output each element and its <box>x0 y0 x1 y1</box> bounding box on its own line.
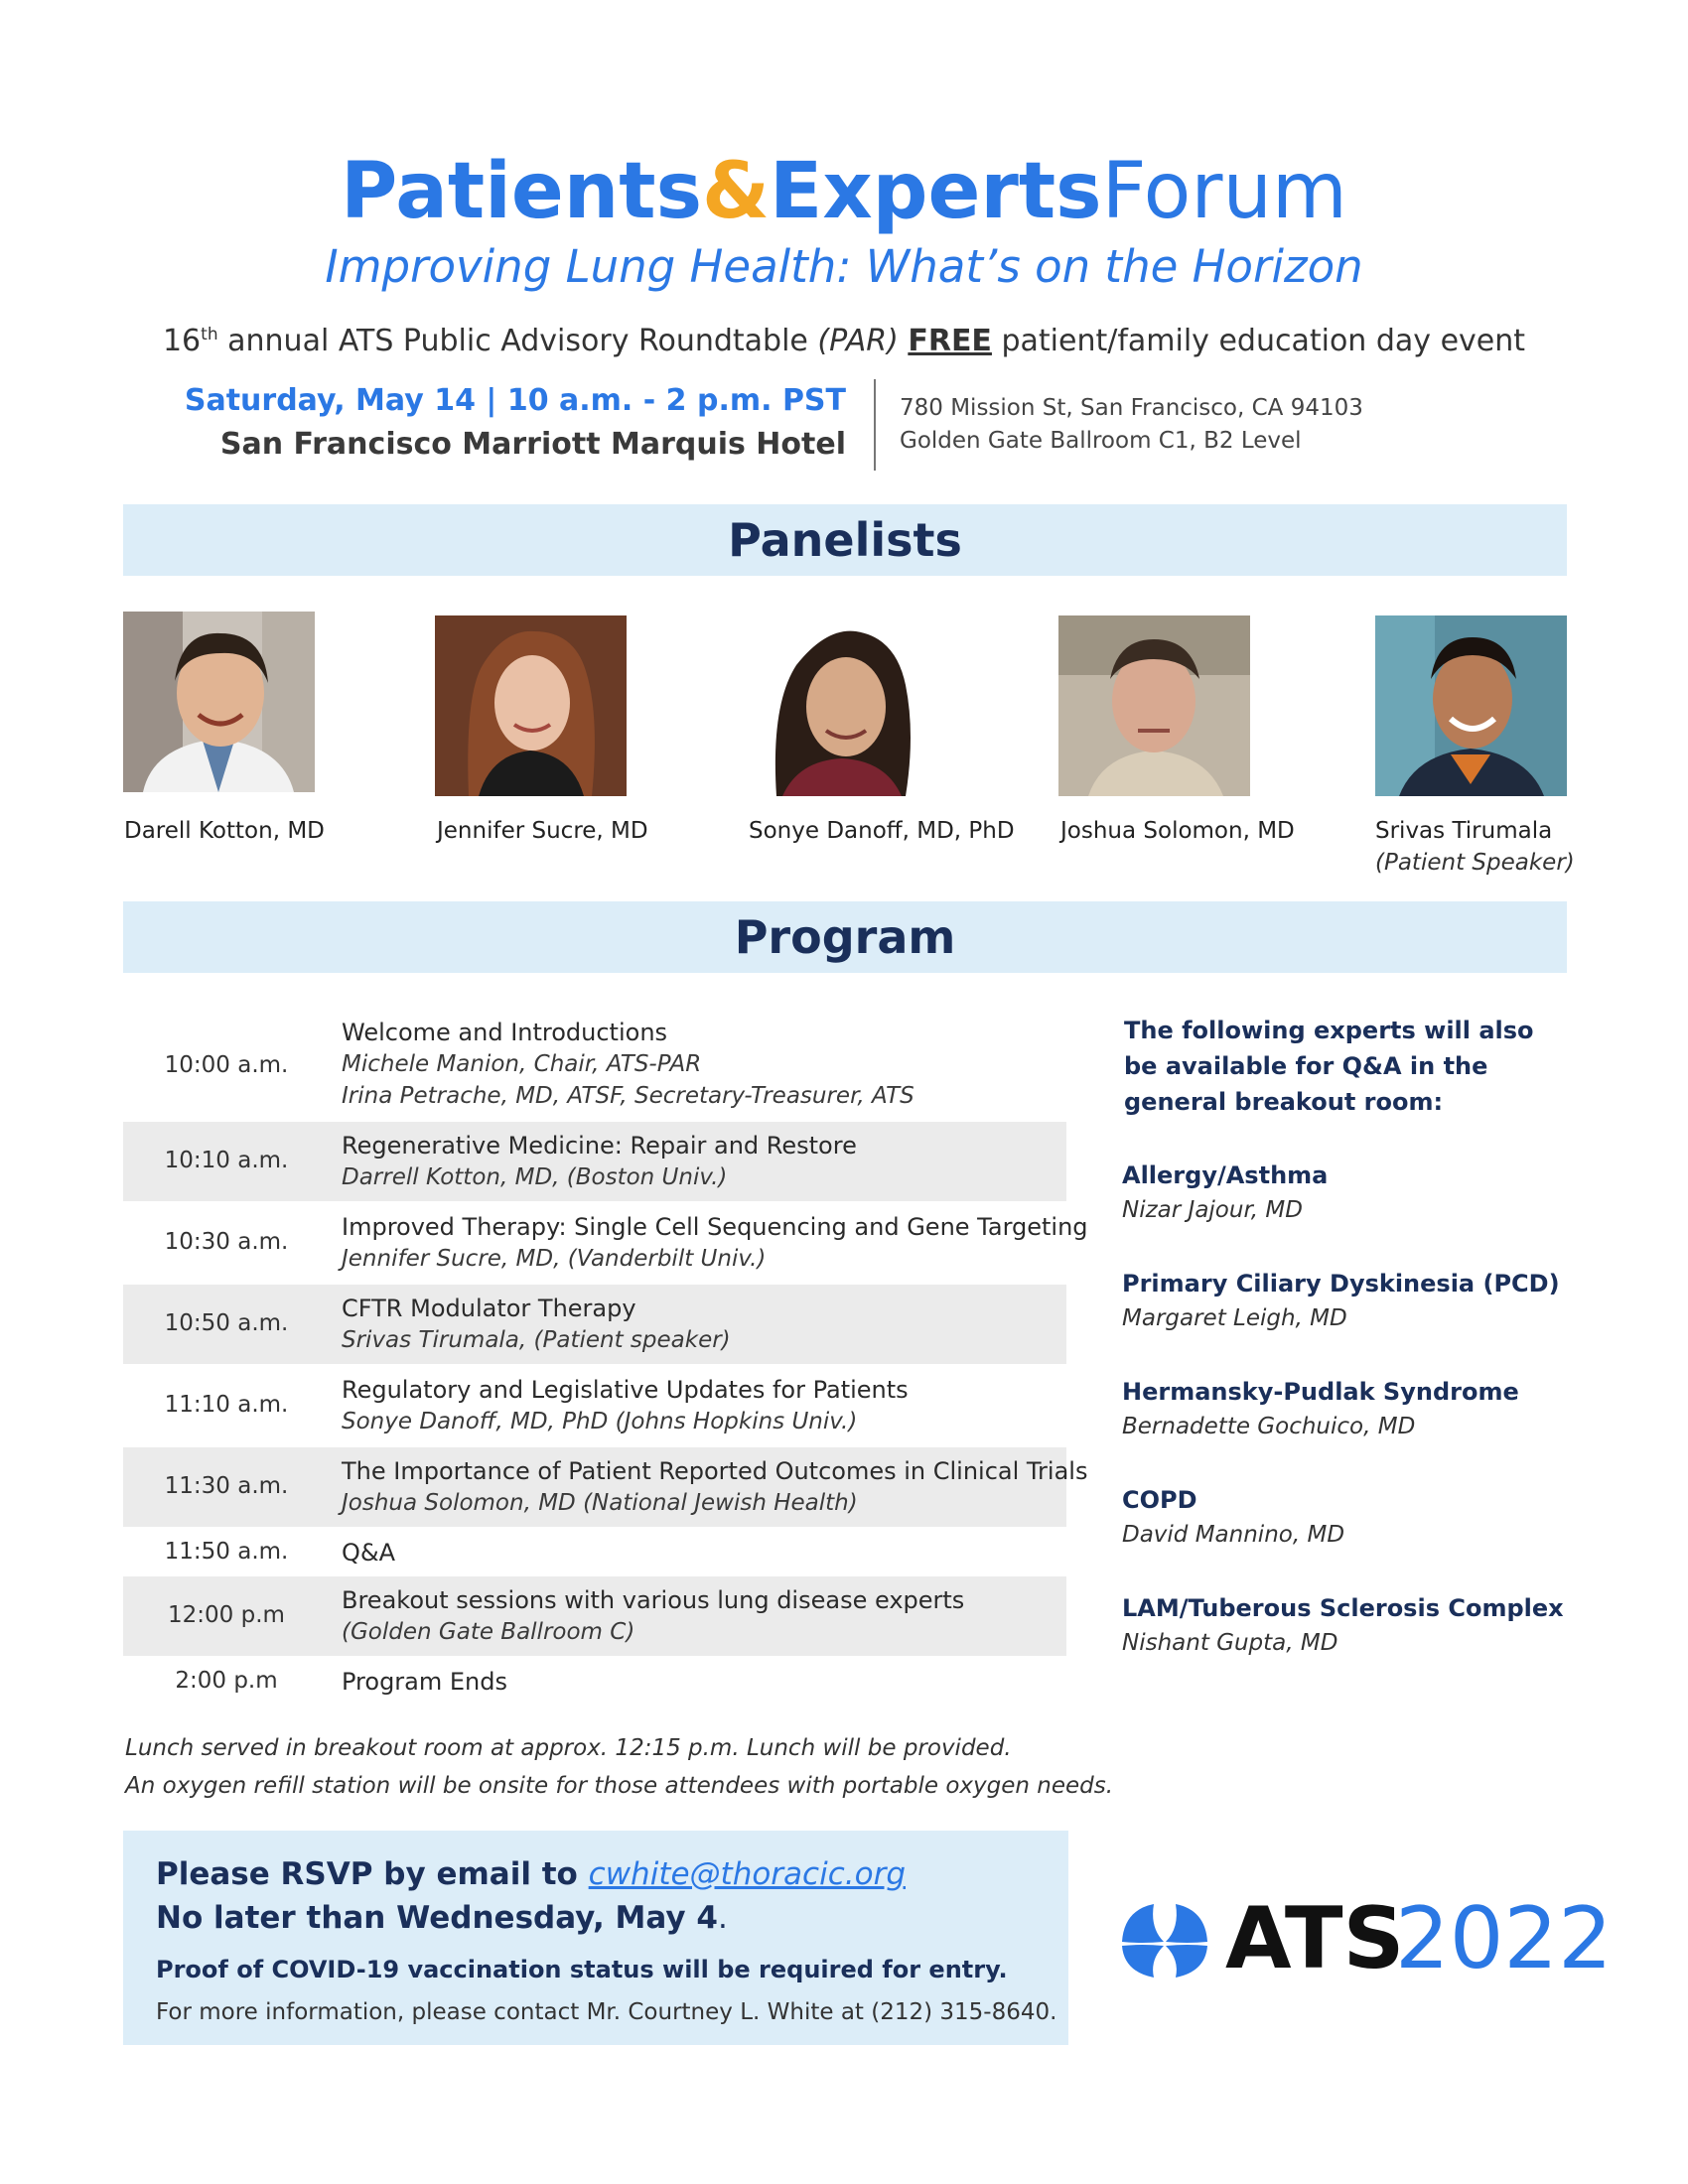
expert-name: David Mannino, MD <box>1122 1522 1345 1548</box>
oxygen-note: An oxygen refill station will be onsite for those attendees with portable oxygen needs. <box>125 1773 1114 1799</box>
address-line-2: Golden Gate Ballroom C1, B2 Level <box>900 428 1302 454</box>
row-time: 11:50 a.m. <box>164 1539 289 1565</box>
panelist-name-5: Srivas Tirumala <box>1375 818 1553 844</box>
ats-logo-year: 2022 <box>1395 1889 1613 1988</box>
expert-topic: LAM/Tuberous Sclerosis Complex <box>1122 1594 1564 1622</box>
panelist-photo-2 <box>435 615 627 796</box>
panelist-photo-4 <box>1058 615 1250 796</box>
contact-info: For more information, please contact Mr. Courtney L. White at (212) 315-8640. <box>156 1999 1057 2025</box>
annual-line: 16th annual ATS Public Advisory Roundtable (PAR) FREE patient/family education day event <box>162 324 1526 358</box>
expert-name: Margaret Leigh, MD <box>1122 1305 1347 1331</box>
row-text: Q&A <box>342 1539 396 1567</box>
event-date: Saturday, May 14 | 10 a.m. - 2 p.m. PST <box>184 383 846 418</box>
address-line-1: 780 Mission St, San Francisco, CA 94103 <box>900 395 1363 421</box>
panelist-name-1: Darell Kotton, MD <box>124 818 325 844</box>
rsvp-deadline: No later than Wednesday, May 4. <box>156 1900 728 1936</box>
portrait-icon <box>1058 615 1250 796</box>
divider <box>874 379 876 471</box>
event-venue: San Francisco Marriott Marquis Hotel <box>219 427 846 462</box>
row-time: 11:10 a.m. <box>164 1392 289 1418</box>
email-link[interactable]: cwhite@thoracic.org <box>588 1856 906 1892</box>
row-text: Program Ends <box>342 1668 508 1696</box>
panelist-photo-5 <box>1375 615 1567 796</box>
ats-logo-word: ATS <box>1225 1889 1405 1988</box>
event-subtitle: Improving Lung Health: What’s on the Horizon <box>325 240 1363 293</box>
panelist-name-4: Joshua Solomon, MD <box>1060 818 1295 844</box>
row-text: The Importance of Patient Reported Outcomes in Clinical Trials Joshua Solomon, MD (National Jewish Health) <box>342 1457 1088 1516</box>
portrait-icon <box>123 612 315 792</box>
panelists-heading: Panelists <box>728 513 962 567</box>
row-text: Improved Therapy: Single Cell Sequencing and Gene Targeting Jennifer Sucre, MD, (Vanderbilt Univ.) <box>342 1213 1088 1272</box>
expert-topic: Allergy/Asthma <box>1122 1161 1329 1189</box>
lunch-note: Lunch served in breakout room at approx. 12:15 p.m. Lunch will be provided. <box>125 1735 1012 1761</box>
row-text: Regulatory and Legislative Updates for Patients Sonye Danoff, MD, PhD (Johns Hopkins Univ.) <box>342 1376 909 1434</box>
experts-intro: The following experts will also be available for Q&A in the general breakout room: <box>1124 1017 1534 1116</box>
row-time: 10:00 a.m. <box>164 1052 289 1078</box>
panelist-photo-1 <box>123 612 315 792</box>
expert-name: Bernadette Gochuico, MD <box>1122 1414 1416 1439</box>
row-time: 12:00 p.m <box>168 1602 285 1628</box>
covid-requirement: Proof of COVID-19 vaccination status will be required for entry. <box>156 1956 1008 1983</box>
ats-logo-icon <box>1120 1902 1209 1979</box>
row-text: Breakout sessions with various lung disease experts (Golden Gate Ballroom C) <box>342 1586 965 1645</box>
row-text: Welcome and Introductions Michele Manion, Chair, ATS-PAR Irina Petrache, MD, ATSF, Secretary-Treasurer, ATS <box>342 1019 914 1109</box>
row-time: 10:50 a.m. <box>164 1310 289 1336</box>
panelist-role-5: (Patient Speaker) <box>1375 850 1575 876</box>
row-time: 10:30 a.m. <box>164 1229 289 1255</box>
expert-name: Nizar Jajour, MD <box>1122 1197 1303 1223</box>
portrait-icon <box>1375 615 1567 796</box>
portrait-icon <box>435 615 627 796</box>
rsvp-line: Please RSVP by email to cwhite@thoracic.org <box>156 1856 906 1892</box>
panelist-photo-3 <box>747 615 938 796</box>
expert-name: Nishant Gupta, MD <box>1122 1630 1338 1656</box>
event-title: Patients&ExpertsForum <box>341 147 1347 236</box>
row-time: 11:30 a.m. <box>164 1473 289 1499</box>
panelist-name-3: Sonye Danoff, MD, PhD <box>749 818 1015 844</box>
row-text: Regenerative Medicine: Repair and Restore Darrell Kotton, MD, (Boston Univ.) <box>342 1132 857 1190</box>
panelist-name-2: Jennifer Sucre, MD <box>437 818 648 844</box>
expert-topic: COPD <box>1122 1486 1197 1514</box>
row-time: 10:10 a.m. <box>164 1148 289 1173</box>
portrait-icon <box>747 615 938 796</box>
expert-topic: Hermansky-Pudlak Syndrome <box>1122 1378 1519 1406</box>
row-text: CFTR Modulator Therapy Srivas Tirumala, (Patient speaker) <box>342 1295 731 1353</box>
program-heading: Program <box>734 910 956 964</box>
row-time: 2:00 p.m <box>175 1668 278 1694</box>
expert-topic: Primary Ciliary Dyskinesia (PCD) <box>1122 1270 1560 1297</box>
